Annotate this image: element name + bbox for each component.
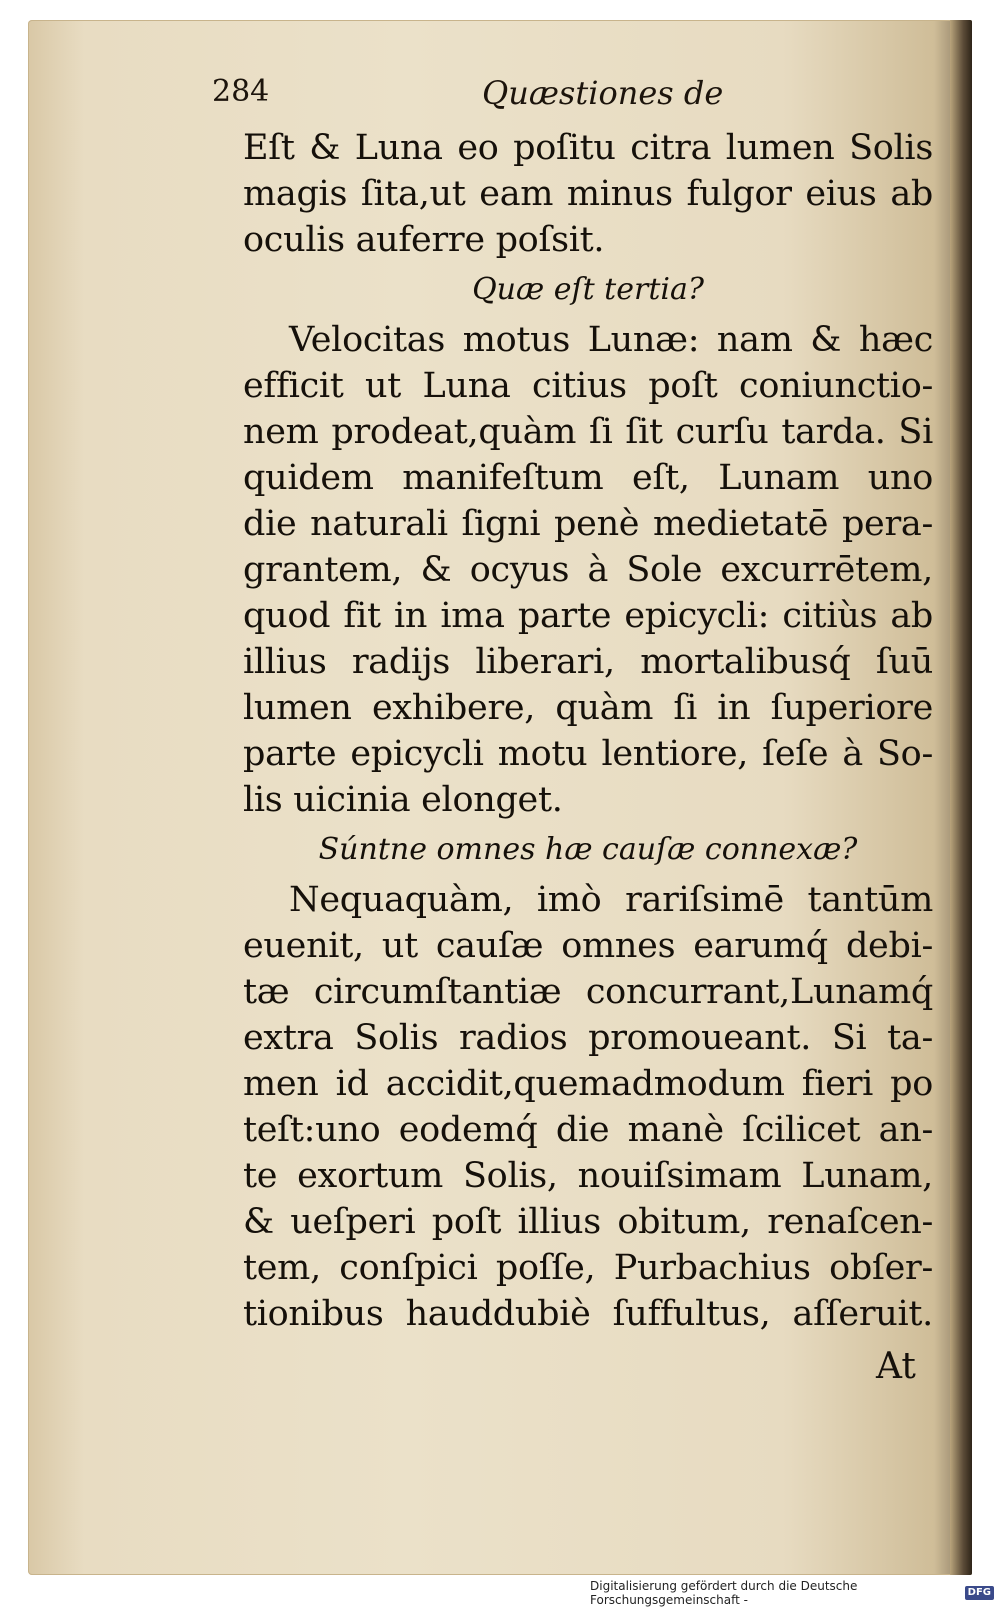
text-line: tionibus hauddubiè ſuffultus, aſſeruit. <box>243 1294 933 1334</box>
text-line: & ueſperi poſt illius obitum, renaſcen- <box>243 1202 933 1242</box>
question-heading-2: Súntne omnes hæ cauſæ connexæ? <box>318 832 858 867</box>
page-header <box>212 74 724 124</box>
text-line: lis uicinia elonget. <box>243 780 563 820</box>
digitization-footer <box>590 1579 1000 1607</box>
page-number: 284 <box>212 74 270 109</box>
dfg-logo-icon: DFG <box>965 1586 994 1600</box>
text-line: lumen exhibere, quàm ſi in ſuperiore <box>243 688 933 728</box>
text-line: Eſt & Luna eo poſitu citra lumen Solis <box>243 128 933 168</box>
text-line: nem prodeat,quàm ſi ſit curſu tarda. Si <box>243 412 933 452</box>
footer-text: Digitalisierung gefördert durch die Deutsche Forschungsgemeinschaft - <box>590 1579 858 1607</box>
question-heading-1: Quæ eſt tertia? <box>472 272 704 307</box>
text-line: magis ſita,ut eam minus fulgor eius ab <box>243 174 933 214</box>
text-line: grantem, & ocyus à Sole excurrētem, <box>243 550 933 590</box>
text-line: te exortum Solis, nouiſsimam Lunam, <box>243 1156 933 1196</box>
text-line: parte epicycli motu lentiore, ſeſe à So- <box>243 734 933 774</box>
text-line: tæ circumſtantiæ concurrant,Lunamq́ <box>243 972 933 1012</box>
text-line: quod fit in ima parte epicycli: citiùs ab <box>243 596 933 636</box>
text-line: Velocitas motus Lunæ: nam & hæc <box>289 320 933 360</box>
text-line: die naturali ſigni penè medietatē pera- <box>243 504 933 544</box>
text-line: euenit, ut cauſæ omnes earumq́ debi- <box>243 926 933 966</box>
text-line: efficit ut Luna citius poſt coniunctio- <box>243 366 933 406</box>
text-line: men id accidit,quemadmodum fieri po <box>243 1064 933 1104</box>
text-line: Nequaquàm, imò rariſsimē tantūm <box>289 880 933 920</box>
text-line: extra Solis radios promoueant. Si ta- <box>243 1018 933 1058</box>
text-block <box>243 125 933 1337</box>
text-line: oculis auferre poſsit. <box>243 220 605 260</box>
paragraph-3 <box>243 877 933 1337</box>
running-head: Quæstiones de <box>482 74 724 112</box>
text-line: quidem manifeſtum eſt, Lunam uno <box>243 458 933 498</box>
paragraph-2 <box>243 317 933 823</box>
paragraph-1 <box>243 125 933 263</box>
text-line: illius radijs liberari, mortalibusq́ ſuū <box>243 642 933 682</box>
text-line: teſt:uno eodemq́ die manè ſcilicet an- <box>243 1110 933 1150</box>
catchword: At <box>876 1346 916 1387</box>
page-edge <box>950 20 972 1575</box>
text-line: tem, conſpici poſſe, Purbachius obſer- <box>243 1248 933 1288</box>
